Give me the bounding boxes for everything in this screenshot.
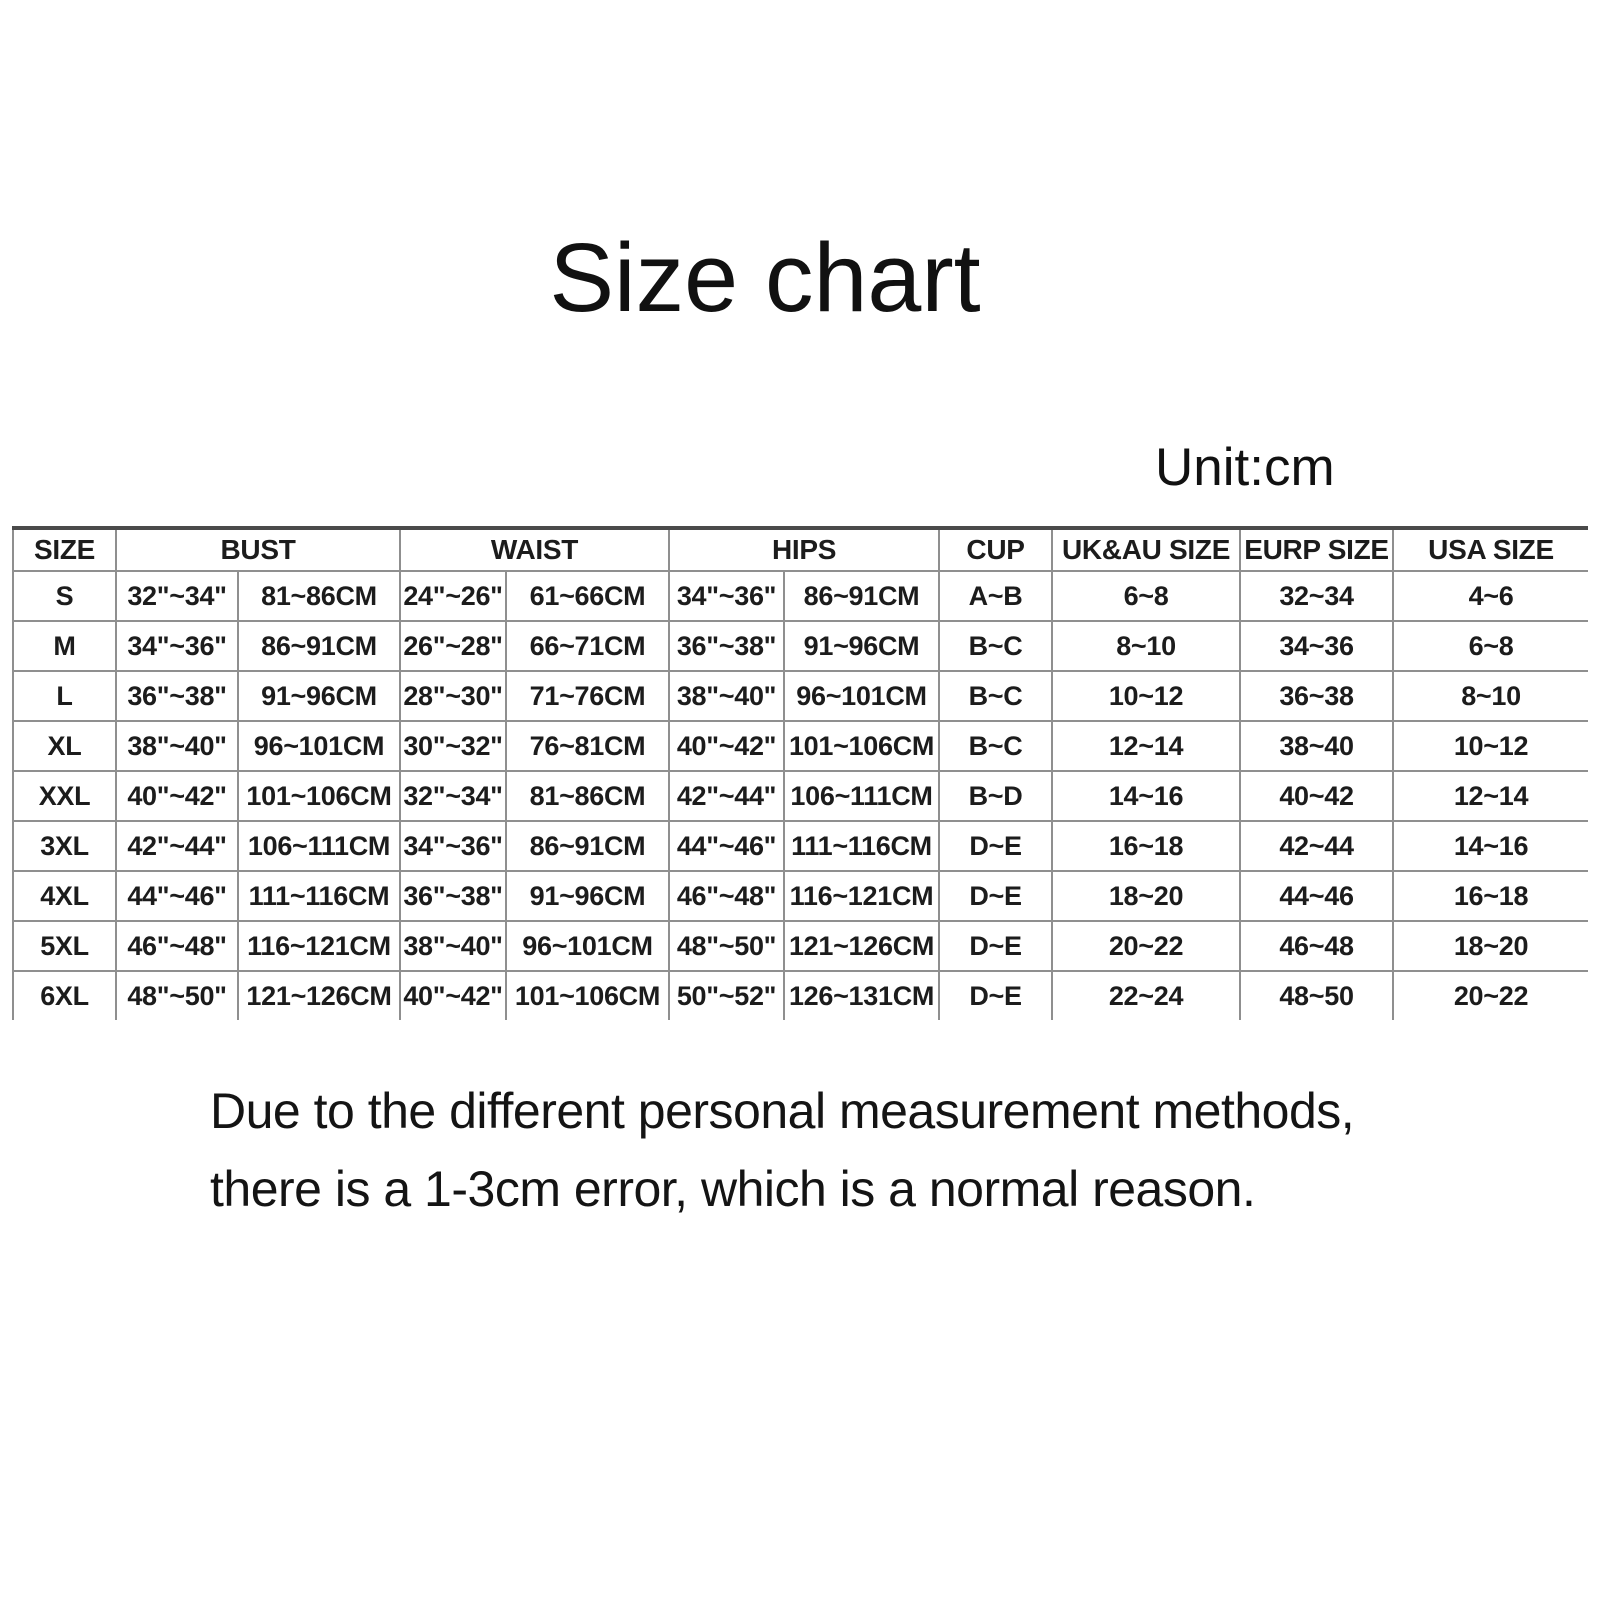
table-cell: 40"~42" — [400, 971, 506, 1020]
table-cell: 96~101CM — [238, 721, 400, 771]
table-cell: 38~40 — [1240, 721, 1393, 771]
table-cell: 18~20 — [1052, 871, 1240, 921]
table-cell: 26"~28" — [400, 621, 506, 671]
table-cell: 22~24 — [1052, 971, 1240, 1020]
table-cell: 20~22 — [1393, 971, 1588, 1020]
table-cell: 116~121CM — [784, 871, 939, 921]
table-cell: 44~46 — [1240, 871, 1393, 921]
size-cell: M — [13, 621, 116, 671]
table-cell: 14~16 — [1393, 821, 1588, 871]
table-cell: 36"~38" — [116, 671, 238, 721]
table-cell: 44"~46" — [116, 871, 238, 921]
table-cell: 121~126CM — [238, 971, 400, 1020]
size-chart-table — [12, 526, 1588, 1020]
table-cell: 8~10 — [1393, 671, 1588, 721]
note-text — [210, 1072, 1354, 1228]
table-cell: 20~22 — [1052, 921, 1240, 971]
table-cell: 81~86CM — [238, 571, 400, 621]
table-row — [13, 771, 1588, 821]
column-header: BUST — [116, 528, 400, 571]
table-cell: D~E — [939, 871, 1052, 921]
table-cell: 32"~34" — [400, 771, 506, 821]
table-cell: 101~106CM — [784, 721, 939, 771]
size-cell: S — [13, 571, 116, 621]
column-header: USA SIZE — [1393, 528, 1588, 571]
column-header: HIPS — [669, 528, 939, 571]
table-cell: 46"~48" — [669, 871, 784, 921]
table-cell: 76~81CM — [506, 721, 669, 771]
table-cell: D~E — [939, 971, 1052, 1020]
table-cell: B~C — [939, 721, 1052, 771]
size-cell: 6XL — [13, 971, 116, 1020]
table-cell: 38"~40" — [116, 721, 238, 771]
table-cell: 42"~44" — [669, 771, 784, 821]
table-cell: 48"~50" — [116, 971, 238, 1020]
table-cell: 36~38 — [1240, 671, 1393, 721]
table-cell: 106~111CM — [784, 771, 939, 821]
table-cell: 34"~36" — [116, 621, 238, 671]
table-cell: 38"~40" — [669, 671, 784, 721]
table-cell: 116~121CM — [238, 921, 400, 971]
table-cell: 48~50 — [1240, 971, 1393, 1020]
table-cell: 8~10 — [1052, 621, 1240, 671]
table-cell: 42~44 — [1240, 821, 1393, 871]
table-row — [13, 971, 1588, 1020]
table-cell: 44"~46" — [669, 821, 784, 871]
table-cell: 36"~38" — [669, 621, 784, 671]
table-row — [13, 571, 1588, 621]
table-cell: 106~111CM — [238, 821, 400, 871]
table-cell: 34~36 — [1240, 621, 1393, 671]
table-cell: 121~126CM — [784, 921, 939, 971]
table-header — [13, 528, 1588, 571]
table-cell: 101~106CM — [238, 771, 400, 821]
table-cell: 46"~48" — [116, 921, 238, 971]
table-cell: 40~42 — [1240, 771, 1393, 821]
table-cell: 86~91CM — [506, 821, 669, 871]
table-cell: 91~96CM — [238, 671, 400, 721]
table-cell: 12~14 — [1052, 721, 1240, 771]
table-cell: 66~71CM — [506, 621, 669, 671]
table-row — [13, 921, 1588, 971]
table-cell: A~B — [939, 571, 1052, 621]
table-cell: 10~12 — [1393, 721, 1588, 771]
unit-label: Unit:cm — [1155, 438, 1335, 497]
table-cell: 34"~36" — [400, 821, 506, 871]
column-header: EURP SIZE — [1240, 528, 1393, 571]
table-cell: B~C — [939, 621, 1052, 671]
table-row — [13, 671, 1588, 721]
size-cell: XL — [13, 721, 116, 771]
note-line-2: there is a 1-3cm error, which is a normal reason. — [210, 1161, 1256, 1217]
table-cell: 6~8 — [1052, 571, 1240, 621]
table-cell: 86~91CM — [238, 621, 400, 671]
table-cell: 111~116CM — [238, 871, 400, 921]
table-cell: D~E — [939, 821, 1052, 871]
column-header: CUP — [939, 528, 1052, 571]
table-cell: 40"~42" — [669, 721, 784, 771]
page-title: Size chart — [549, 223, 981, 332]
column-header: SIZE — [13, 528, 116, 571]
table-body — [13, 571, 1588, 1020]
table-cell: 18~20 — [1393, 921, 1588, 971]
column-header: WAIST — [400, 528, 669, 571]
table-row — [13, 621, 1588, 671]
table-cell: 91~96CM — [784, 621, 939, 671]
table-cell: 96~101CM — [506, 921, 669, 971]
table-cell: 24"~26" — [400, 571, 506, 621]
table-cell: 91~96CM — [506, 871, 669, 921]
table-cell: B~C — [939, 671, 1052, 721]
column-header: UK&AU SIZE — [1052, 528, 1240, 571]
size-cell: 3XL — [13, 821, 116, 871]
table-cell: 126~131CM — [784, 971, 939, 1020]
table-cell: 32~34 — [1240, 571, 1393, 621]
table-cell: 16~18 — [1393, 871, 1588, 921]
size-cell: L — [13, 671, 116, 721]
table-row — [13, 821, 1588, 871]
table-cell: D~E — [939, 921, 1052, 971]
table-row — [13, 721, 1588, 771]
table-cell: 28"~30" — [400, 671, 506, 721]
table-cell: 34"~36" — [669, 571, 784, 621]
header-row — [13, 528, 1588, 571]
table-cell: 4~6 — [1393, 571, 1588, 621]
table-cell: 32"~34" — [116, 571, 238, 621]
table-cell: 14~16 — [1052, 771, 1240, 821]
size-cell: XXL — [13, 771, 116, 821]
table-cell: 10~12 — [1052, 671, 1240, 721]
table-cell: 38"~40" — [400, 921, 506, 971]
size-cell: 5XL — [13, 921, 116, 971]
table-cell: 96~101CM — [784, 671, 939, 721]
size-cell: 4XL — [13, 871, 116, 921]
table-cell: 81~86CM — [506, 771, 669, 821]
table-cell: 36"~38" — [400, 871, 506, 921]
table-cell: 6~8 — [1393, 621, 1588, 671]
table-cell: 101~106CM — [506, 971, 669, 1020]
table-cell: B~D — [939, 771, 1052, 821]
note-line-1: Due to the different personal measurement methods, — [210, 1083, 1355, 1139]
table-cell: 16~18 — [1052, 821, 1240, 871]
table-cell: 46~48 — [1240, 921, 1393, 971]
table-cell: 111~116CM — [784, 821, 939, 871]
table-cell: 30"~32" — [400, 721, 506, 771]
table-cell: 40"~42" — [116, 771, 238, 821]
table-cell: 42"~44" — [116, 821, 238, 871]
table-cell: 48"~50" — [669, 921, 784, 971]
table-cell: 86~91CM — [784, 571, 939, 621]
table-cell: 12~14 — [1393, 771, 1588, 821]
table-cell: 71~76CM — [506, 671, 669, 721]
table-row — [13, 871, 1588, 921]
table-cell: 61~66CM — [506, 571, 669, 621]
table-cell: 50"~52" — [669, 971, 784, 1020]
